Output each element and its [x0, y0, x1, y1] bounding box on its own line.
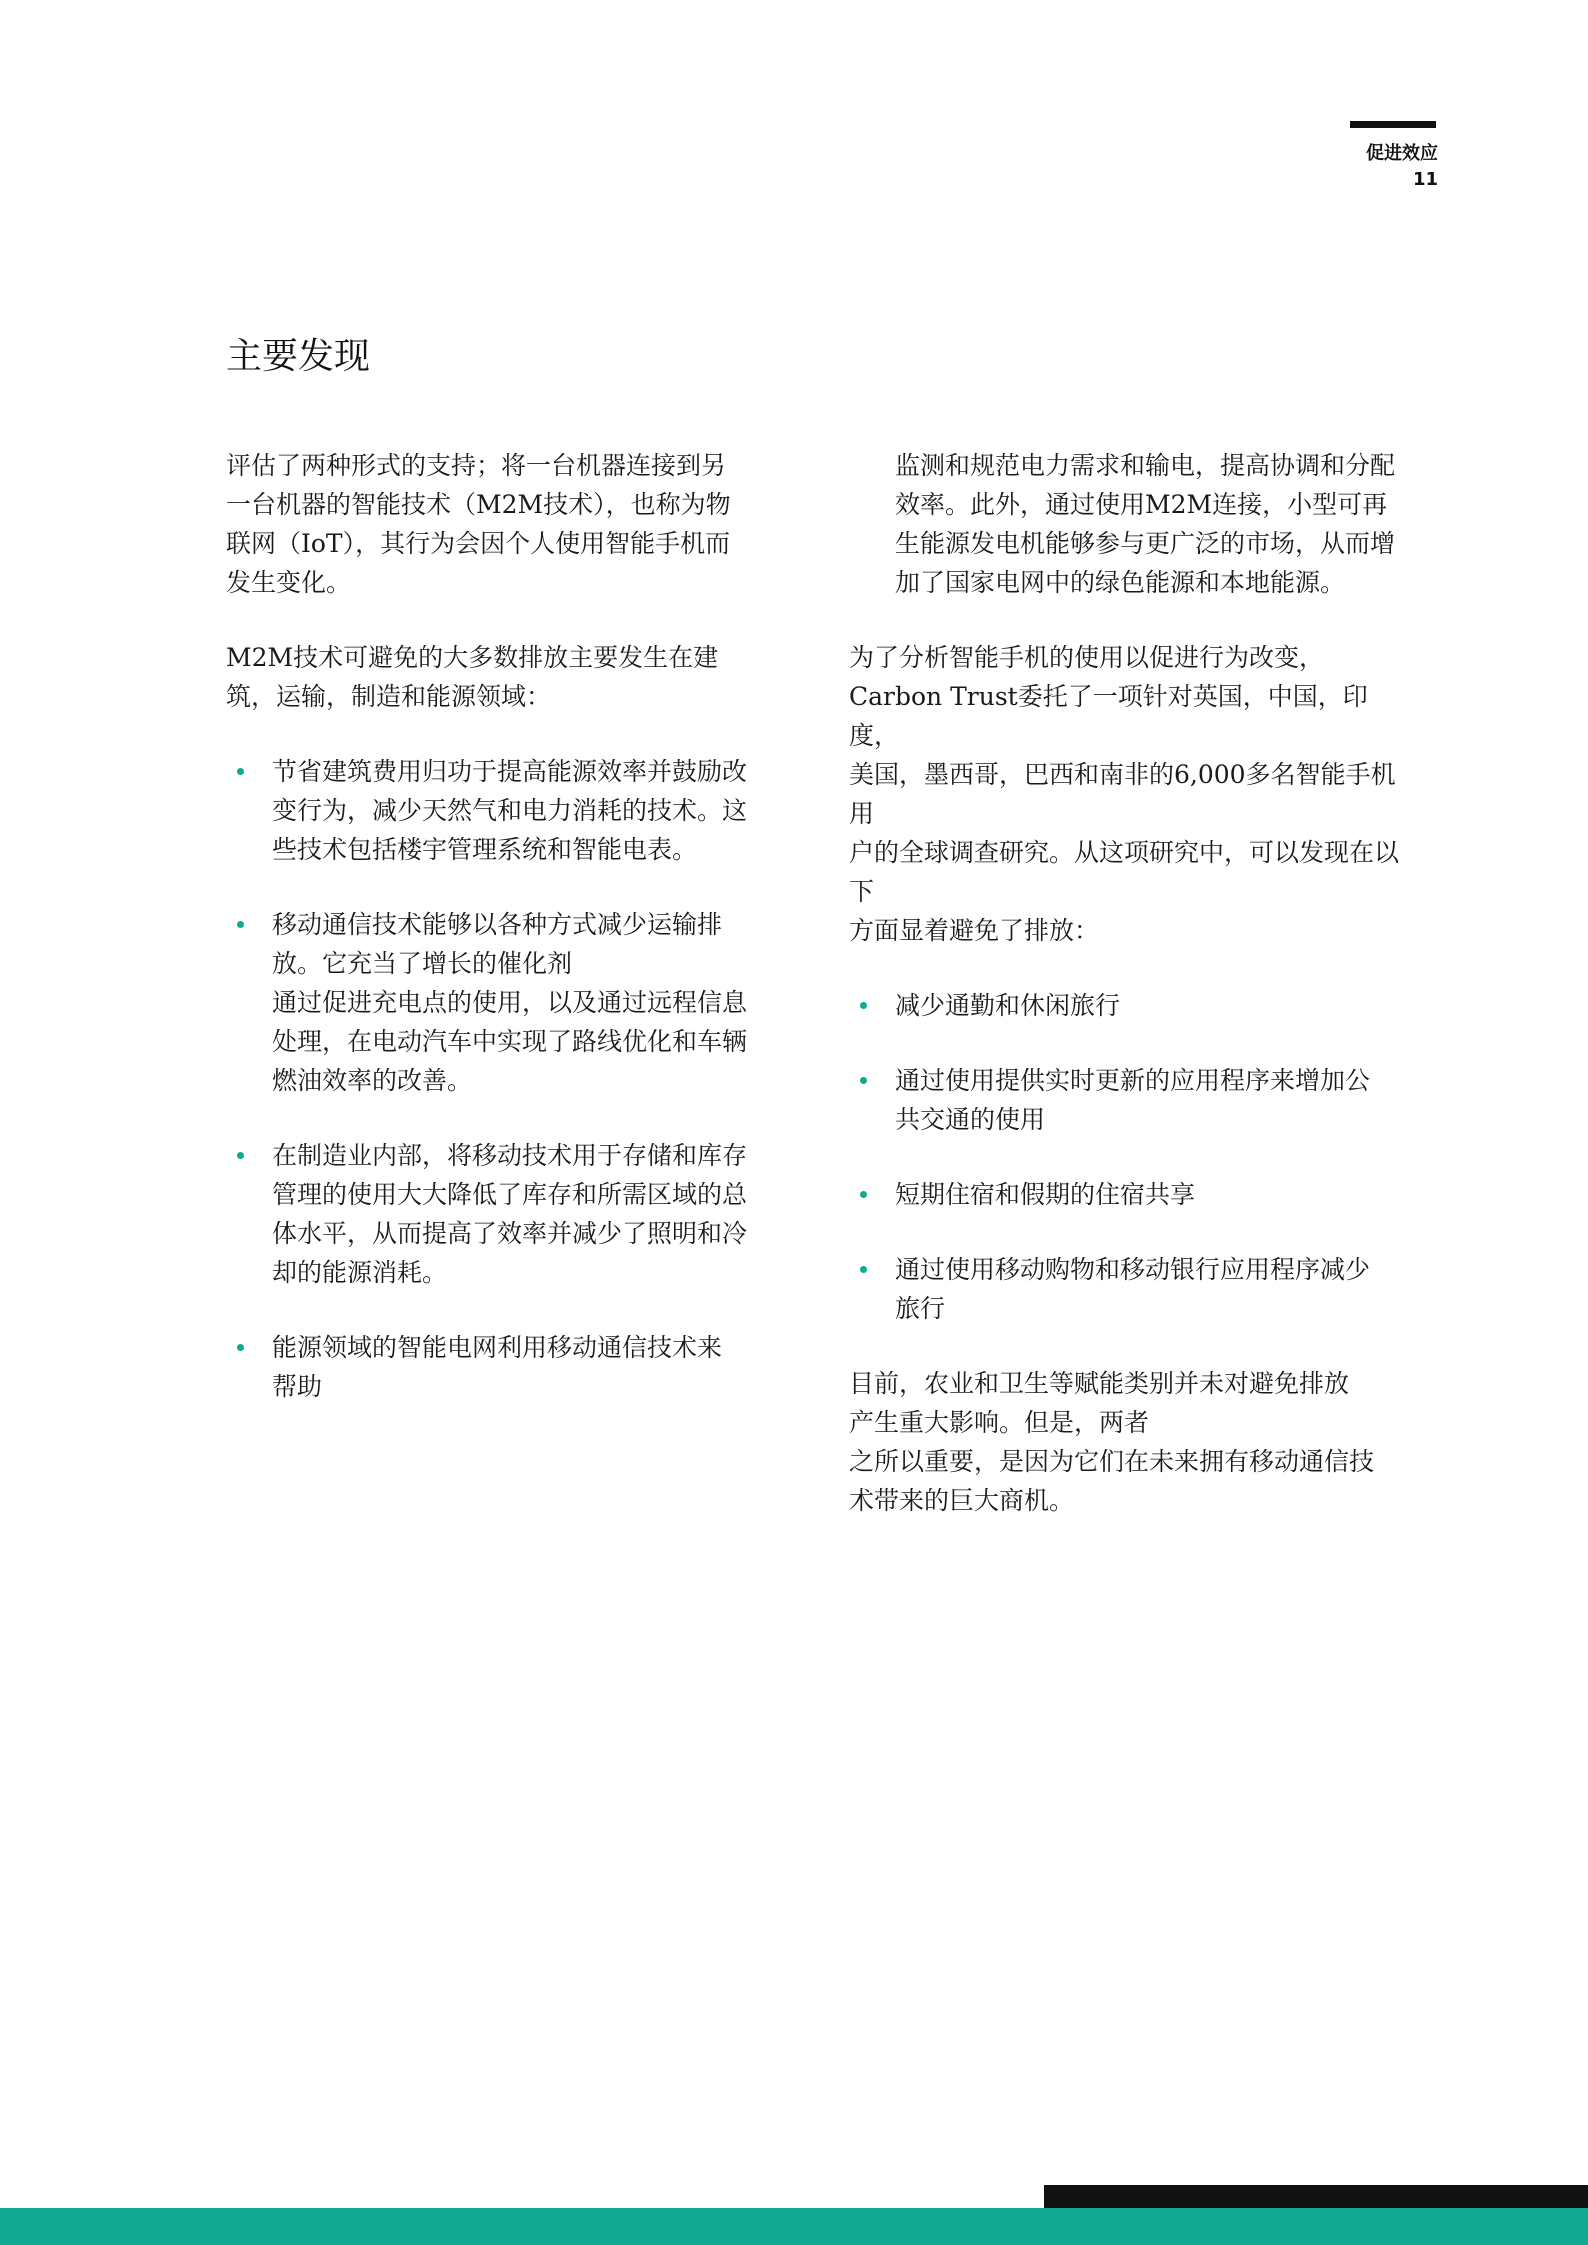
list-item: [849, 1061, 1409, 1139]
list-item: [849, 1175, 1409, 1214]
section-name: 促进效应: [1366, 143, 1438, 164]
left-column: [226, 446, 786, 1442]
page-title: 主要发现: [226, 336, 371, 377]
text-line: 产生重大影响。但是，两者: [849, 1408, 1150, 1437]
footer-dark-bar: [1044, 2185, 1588, 2208]
text-line: 管理的使用大大降低了库存和所需区域的总: [272, 1180, 748, 1209]
text-line: 帮助: [272, 1372, 323, 1401]
bullet-dot-icon: [860, 1077, 867, 1084]
text-line: 燃油效率的改善。: [272, 1066, 473, 1095]
text-line: 之所以重要，是因为它们在未来拥有移动通信技: [849, 1447, 1375, 1476]
bullet-dot-icon: [237, 768, 244, 775]
bullet-continuation: [849, 446, 1409, 602]
text-line: 共交通的使用: [895, 1105, 1046, 1134]
text-line: 移动通信技术能够以各种方式减少运输排: [272, 910, 723, 939]
behaviour-bullet-list: [849, 986, 1409, 1328]
text-line: 筑，运输，制造和能源领域：: [226, 682, 552, 711]
text-line: 评估了两种形式的支持；将一台机器连接到另: [226, 451, 727, 480]
header-rule: [1350, 121, 1436, 128]
text-line: 生能源发电机能够参与更广泛的市场，从而增: [895, 529, 1396, 558]
bullet-dot-icon: [237, 1344, 244, 1351]
text-line: 变行为，减少天然气和电力消耗的技术。这: [272, 796, 748, 825]
text-line: 通过使用提供实时更新的应用程序来增加公: [895, 1066, 1371, 1095]
text-line: 监测和规范电力需求和输电，提高协调和分配: [895, 451, 1396, 480]
sector-bullet-list: [226, 752, 786, 1406]
text-line: 术带来的巨大商机。: [849, 1486, 1075, 1515]
text-line: 通过使用移动购物和移动银行应用程序减少: [895, 1255, 1371, 1284]
list-item: [226, 752, 786, 869]
bullet-dot-icon: [860, 1002, 867, 1009]
text-line: 一台机器的智能技术（M2M技术），也称为物: [226, 490, 731, 519]
footer-accent-band: [0, 2208, 1588, 2245]
text-line: 却的能源消耗。: [272, 1258, 448, 1287]
text-line: 短期住宿和假期的住宿共享: [895, 1180, 1196, 1209]
page-number: 11: [1412, 169, 1438, 190]
text-line: Carbon Trust委托了一项针对英国，中国，印度，: [849, 682, 1368, 750]
bullet-dot-icon: [860, 1191, 867, 1198]
text-line: 方面显着避免了排放：: [849, 916, 1100, 945]
running-header: [1366, 141, 1438, 193]
text-line: 通过促进充电点的使用，以及通过远程信息: [272, 988, 748, 1017]
right-column: [849, 446, 1409, 1556]
list-item: [849, 1250, 1409, 1328]
text-line: 体水平，从而提高了效率并减少了照明和冷: [272, 1219, 748, 1248]
text-line: 些技术包括楼宇管理系统和智能电表。: [272, 835, 698, 864]
bullet-dot-icon: [237, 1152, 244, 1159]
text-line: 联网（IoT），其行为会因个人使用智能手机而: [226, 529, 731, 558]
text-line: M2M技术可避免的大多数排放主要发生在建: [226, 643, 719, 672]
list-item: [226, 1328, 786, 1406]
list-item: [226, 905, 786, 1100]
closing-paragraph: [849, 1364, 1409, 1520]
list-item: [226, 1136, 786, 1292]
sectors-intro-paragraph: [226, 638, 786, 716]
text-line: 减少通勤和休闲旅行: [895, 991, 1121, 1020]
text-line: 加了国家电网中的绿色能源和本地能源。: [895, 568, 1346, 597]
text-line: 放。它充当了增长的催化剂: [272, 949, 573, 978]
text-line: 处理，在电动汽车中实现了路线优化和车辆: [272, 1027, 748, 1056]
text-line: 节省建筑费用归功于提高能源效率并鼓励改: [272, 757, 748, 786]
text-line: 发生变化。: [226, 568, 352, 597]
list-item: [849, 986, 1409, 1025]
text-line: 效率。此外，通过使用M2M连接，小型可再: [895, 490, 1388, 519]
survey-intro-paragraph: [849, 638, 1409, 950]
text-line: 能源领域的智能电网利用移动通信技术来: [272, 1333, 723, 1362]
text-line: 旅行: [895, 1294, 946, 1323]
intro-paragraph: [226, 446, 786, 602]
text-line: 户的全球调查研究。从这项研究中，可以发现在以下: [849, 838, 1400, 906]
text-line: 目前，农业和卫生等赋能类别并未对避免排放: [849, 1369, 1350, 1398]
bullet-dot-icon: [237, 921, 244, 928]
bullet-dot-icon: [860, 1266, 867, 1273]
text-line: 在制造业内部，将移动技术用于存储和库存: [272, 1141, 748, 1170]
text-line: 美国，墨西哥，巴西和南非的6,000多名智能手机用: [849, 760, 1396, 828]
text-line: 为了分析智能手机的使用以促进行为改变，: [849, 643, 1325, 672]
